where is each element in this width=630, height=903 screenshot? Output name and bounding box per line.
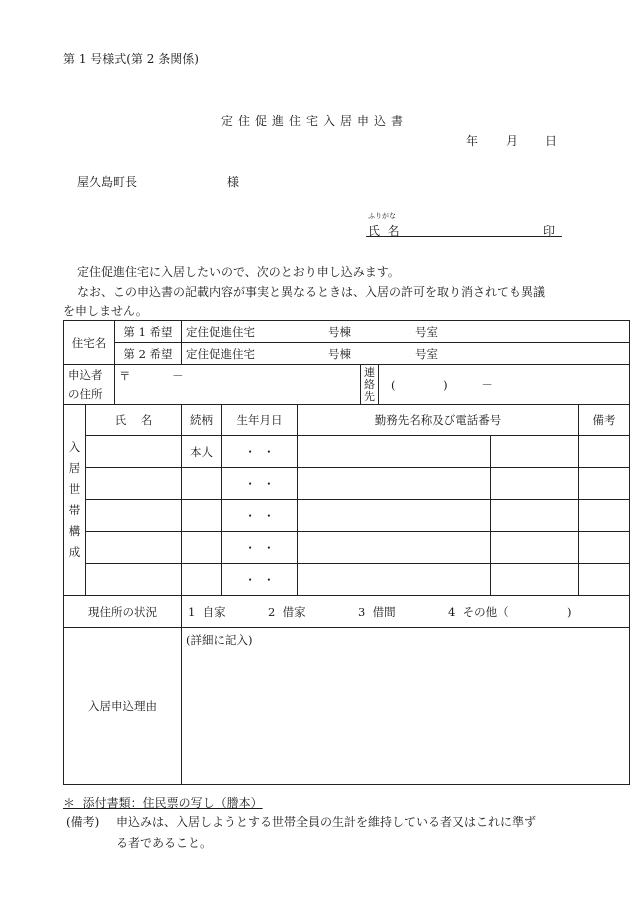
household-side-char: 入 bbox=[68, 440, 81, 454]
member-birthdate-cell[interactable]: ・ ・ bbox=[222, 436, 298, 468]
header-name: 氏 名 bbox=[86, 405, 182, 436]
residence-other-close: ) bbox=[567, 604, 572, 619]
residence-option-rent-house[interactable]: 2 借家 bbox=[268, 604, 306, 619]
household-row bbox=[64, 532, 630, 564]
housing-name: 定住促進住宅 bbox=[186, 324, 255, 339]
member-remarks-cell[interactable] bbox=[579, 564, 630, 596]
date-year: 年 bbox=[466, 134, 479, 148]
housing-choice-rank-2: 第 2 希望 bbox=[115, 343, 182, 365]
phone-close-paren: ) bbox=[443, 377, 448, 392]
household-row bbox=[64, 468, 630, 500]
applicant-address-label bbox=[64, 365, 115, 405]
header-relation: 続柄 bbox=[182, 405, 222, 436]
household-side-char: 構 bbox=[68, 524, 81, 538]
member-relation-cell[interactable] bbox=[182, 468, 222, 500]
member-name-cell[interactable] bbox=[86, 564, 182, 596]
intro-line-2: なお、この申込書の記載内容が事実と異なるときは、入居の許可を取り消されても異議 bbox=[77, 285, 546, 299]
household-row bbox=[64, 564, 630, 596]
member-birthdate-cell[interactable]: ・ ・ bbox=[222, 564, 298, 596]
household-side-char: 成 bbox=[68, 545, 81, 559]
household-side-char: 帯 bbox=[68, 503, 81, 517]
member-birthdate-cell[interactable]: ・ ・ bbox=[222, 468, 298, 500]
housing-room: 号室 bbox=[415, 346, 438, 361]
header-birthdate: 生年月日 bbox=[222, 405, 298, 436]
household-side-char: 世 bbox=[68, 482, 81, 496]
member-name-cell[interactable] bbox=[86, 468, 182, 500]
housing-row-2 bbox=[64, 343, 630, 365]
member-relation-cell[interactable] bbox=[182, 500, 222, 532]
date-day: 日 bbox=[545, 134, 558, 148]
member-workplace-phone-cell[interactable] bbox=[491, 468, 579, 500]
intro-line-3: を申しません。 bbox=[63, 304, 148, 318]
header-remarks: 備考 bbox=[579, 405, 630, 436]
member-birthdate-cell[interactable]: ・ ・ bbox=[222, 500, 298, 532]
member-workplace-name-cell[interactable] bbox=[298, 468, 491, 500]
residence-row bbox=[64, 596, 630, 628]
housing-label: 住宅名 bbox=[64, 321, 115, 365]
residence-option-own[interactable]: 1 自家 bbox=[188, 604, 226, 619]
member-relation-cell[interactable] bbox=[182, 564, 222, 596]
member-name-cell[interactable] bbox=[86, 500, 182, 532]
residence-options[interactable] bbox=[182, 596, 630, 628]
member-workplace-name-cell[interactable] bbox=[298, 564, 491, 596]
member-birthdate-cell[interactable]: ・ ・ bbox=[222, 532, 298, 564]
applicant-row bbox=[64, 365, 630, 405]
reason-label: 入居申込理由 bbox=[64, 628, 182, 785]
housing-room: 号室 bbox=[415, 324, 438, 339]
member-relation-cell[interactable] bbox=[182, 532, 222, 564]
remarks-line-2: る者であること。 bbox=[116, 836, 213, 850]
postal-dash: － bbox=[172, 369, 184, 383]
housing-building: 号棟 bbox=[328, 346, 351, 361]
reason-row bbox=[64, 628, 630, 785]
member-remarks-cell[interactable] bbox=[579, 532, 630, 564]
header-workplace: 勤務先名称及び電話番号 bbox=[298, 405, 579, 436]
reason-field[interactable] bbox=[182, 628, 630, 785]
member-workplace-name-cell[interactable] bbox=[298, 436, 491, 468]
housing-choice-2[interactable] bbox=[182, 343, 630, 365]
phone-open-paren: ( bbox=[391, 377, 396, 392]
contact-char: 先 bbox=[364, 389, 375, 403]
household-row bbox=[64, 436, 630, 468]
household-side-char: 居 bbox=[68, 461, 81, 475]
member-name-cell[interactable] bbox=[86, 532, 182, 564]
name-label: 氏 名 bbox=[368, 224, 400, 238]
member-workplace-name-cell[interactable] bbox=[298, 500, 491, 532]
household-row bbox=[64, 500, 630, 532]
form-number: 第 1 号様式(第 2 条関係) bbox=[63, 52, 199, 66]
residence-option-other[interactable]: 4 その他（ bbox=[448, 604, 509, 619]
member-workplace-phone-cell[interactable] bbox=[491, 436, 579, 468]
household-side-label bbox=[64, 405, 86, 596]
household-header-row bbox=[64, 405, 630, 436]
furigana-label: ふりがな bbox=[368, 212, 396, 220]
intro-line-1: 定住促進住宅に入居したいので、次のとおり申し込みます。 bbox=[77, 265, 400, 279]
member-workplace-phone-cell[interactable] bbox=[491, 532, 579, 564]
document-title: 定住促進住宅入居申込書 bbox=[221, 114, 409, 128]
application-table bbox=[63, 320, 630, 785]
member-remarks-cell[interactable] bbox=[579, 500, 630, 532]
honorific: 様 bbox=[227, 175, 240, 189]
phone-dash: － bbox=[481, 377, 493, 392]
contact-phone-field[interactable] bbox=[379, 365, 630, 405]
housing-name: 定住促進住宅 bbox=[186, 346, 255, 361]
member-workplace-phone-cell[interactable] bbox=[491, 564, 579, 596]
housing-choice-1[interactable] bbox=[182, 321, 630, 343]
remarks-line-1: 申込みは、入居しようとする世帯全員の生計を維持している者又はこれに準ず bbox=[116, 815, 537, 829]
housing-row-1 bbox=[64, 321, 630, 343]
applicant-label-line-1: 申込者 bbox=[68, 367, 103, 382]
postal-mark: 〒 bbox=[119, 369, 131, 383]
housing-choice-rank-1: 第 1 希望 bbox=[115, 321, 182, 343]
applicant-address-field[interactable] bbox=[115, 365, 361, 405]
attachment-note: ＊ 添付書類：住民票の写し（謄本） bbox=[63, 796, 263, 810]
date-month: 月 bbox=[506, 134, 519, 148]
member-relation-cell[interactable]: 本人 bbox=[182, 436, 222, 468]
name-underline bbox=[366, 236, 562, 237]
member-name-cell[interactable] bbox=[86, 436, 182, 468]
seal-mark: 印 bbox=[543, 224, 556, 238]
member-remarks-cell[interactable] bbox=[579, 436, 630, 468]
residence-label: 現住所の状況 bbox=[64, 596, 182, 628]
reason-hint: (詳細に記入) bbox=[186, 633, 253, 647]
member-remarks-cell[interactable] bbox=[579, 468, 630, 500]
applicant-label-line-2: の住所 bbox=[68, 386, 103, 401]
contact-label bbox=[361, 365, 379, 405]
member-workplace-name-cell[interactable] bbox=[298, 532, 491, 564]
remarks-label: (備考) bbox=[66, 815, 100, 829]
contact-char: 絡 bbox=[364, 377, 375, 391]
contact-char: 連 bbox=[364, 365, 375, 379]
housing-building: 号棟 bbox=[328, 324, 351, 339]
member-workplace-phone-cell[interactable] bbox=[491, 500, 579, 532]
residence-option-rent-room[interactable]: 3 借間 bbox=[358, 604, 396, 619]
addressee: 屋久島町長 bbox=[77, 175, 138, 189]
